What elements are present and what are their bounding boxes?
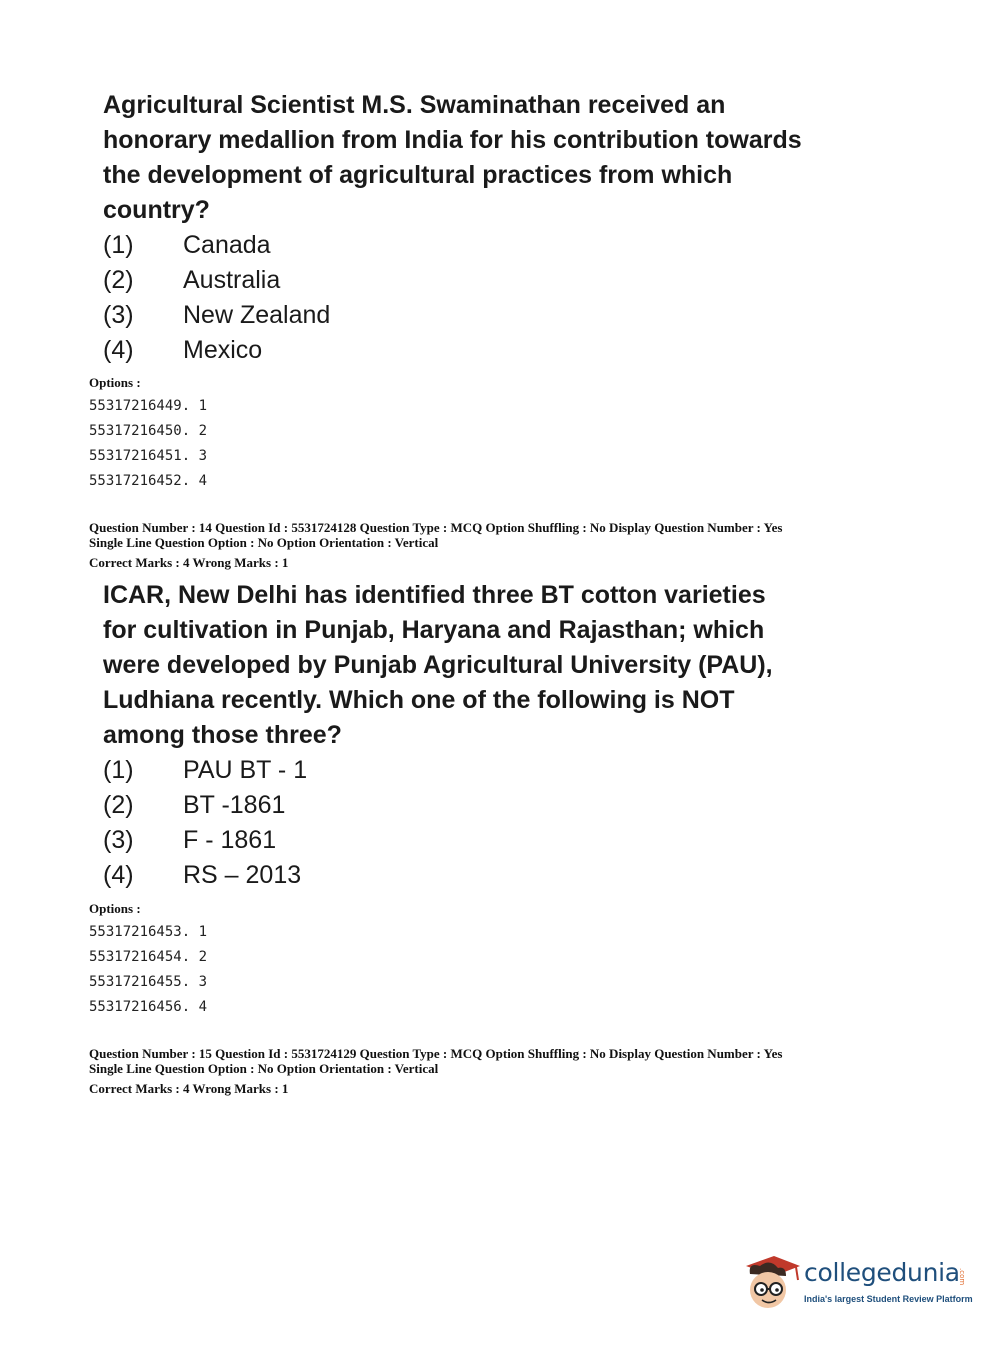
question-13-option-3: (3) New Zealand xyxy=(103,301,331,329)
question-14-option-4: (4) RS – 2013 xyxy=(103,861,302,889)
option-id: 55317216452. 4 xyxy=(89,473,208,489)
question-14-option-2: (2) BT -1861 xyxy=(103,791,286,819)
question-14-meta xyxy=(89,520,782,570)
question-14-image xyxy=(103,578,803,893)
logo-suffix: .com xyxy=(958,1268,966,1286)
option-id: 55317216454. 2 xyxy=(89,949,208,965)
options-title: Options : xyxy=(89,375,141,390)
question-13-option-4: (4) Mexico xyxy=(103,336,263,364)
option-id: 55317216450. 2 xyxy=(89,423,208,439)
logo-wordmark: collegedunia xyxy=(804,1258,960,1287)
question-14-option-3: (3) F - 1861 xyxy=(103,826,277,854)
question-14-options-list xyxy=(89,901,207,1020)
question-13-text: Agricultural Scientist M.S. Swaminathan received an honorary medallion from India for his contribution towards the development of agricultural practices from which country? xyxy=(103,91,802,224)
question-14-meta-line-2: Single Line Question Option : No Option Orientation : Vertical xyxy=(89,535,439,550)
collegedunia-logo[interactable] xyxy=(740,1252,973,1314)
option-id: 55317216451. 3 xyxy=(89,448,208,464)
question-14-meta-line-1: Question Number : 14 Question Id : 5531724128 Question Type : MCQ Option Shuffling : No Display Question Number : Yes xyxy=(89,520,783,535)
question-14-option-1: (1) PAU BT - 1 xyxy=(103,756,308,784)
question-13-option-2: (2) Australia xyxy=(103,266,281,294)
question-15-marks: Correct Marks : 4 Wrong Marks : 1 xyxy=(89,1081,289,1096)
question-13-image xyxy=(103,88,823,368)
question-15-meta xyxy=(89,1046,782,1096)
question-15-meta-line-2: Single Line Question Option : No Option Orientation : Vertical xyxy=(89,1061,439,1076)
options-title: Options : xyxy=(89,901,141,916)
question-13-options-list xyxy=(89,375,207,494)
logo-tagline: India's largest Student Review Platform xyxy=(804,1294,973,1304)
option-id: 55317216453. 1 xyxy=(89,924,208,940)
mascot-icon xyxy=(740,1252,802,1314)
question-13-option-1: (1) Canada xyxy=(103,231,271,259)
option-id: 55317216449. 1 xyxy=(89,398,208,414)
question-14-marks: Correct Marks : 4 Wrong Marks : 1 xyxy=(89,555,289,570)
question-15-meta-line-1: Question Number : 15 Question Id : 5531724129 Question Type : MCQ Option Shuffling : No Display Question Number : Yes xyxy=(89,1046,783,1061)
question-14-text: ICAR, New Delhi has identified three BT cotton varieties for cultivation in Punjab, Haryana and Rajasthan; which were developed by Punjab Agricultural University (PAU), Ludhiana recently. Which one of the following is NOT among those three? xyxy=(103,581,773,749)
option-id: 55317216456. 4 xyxy=(89,999,208,1015)
option-id: 55317216455. 3 xyxy=(89,974,208,990)
